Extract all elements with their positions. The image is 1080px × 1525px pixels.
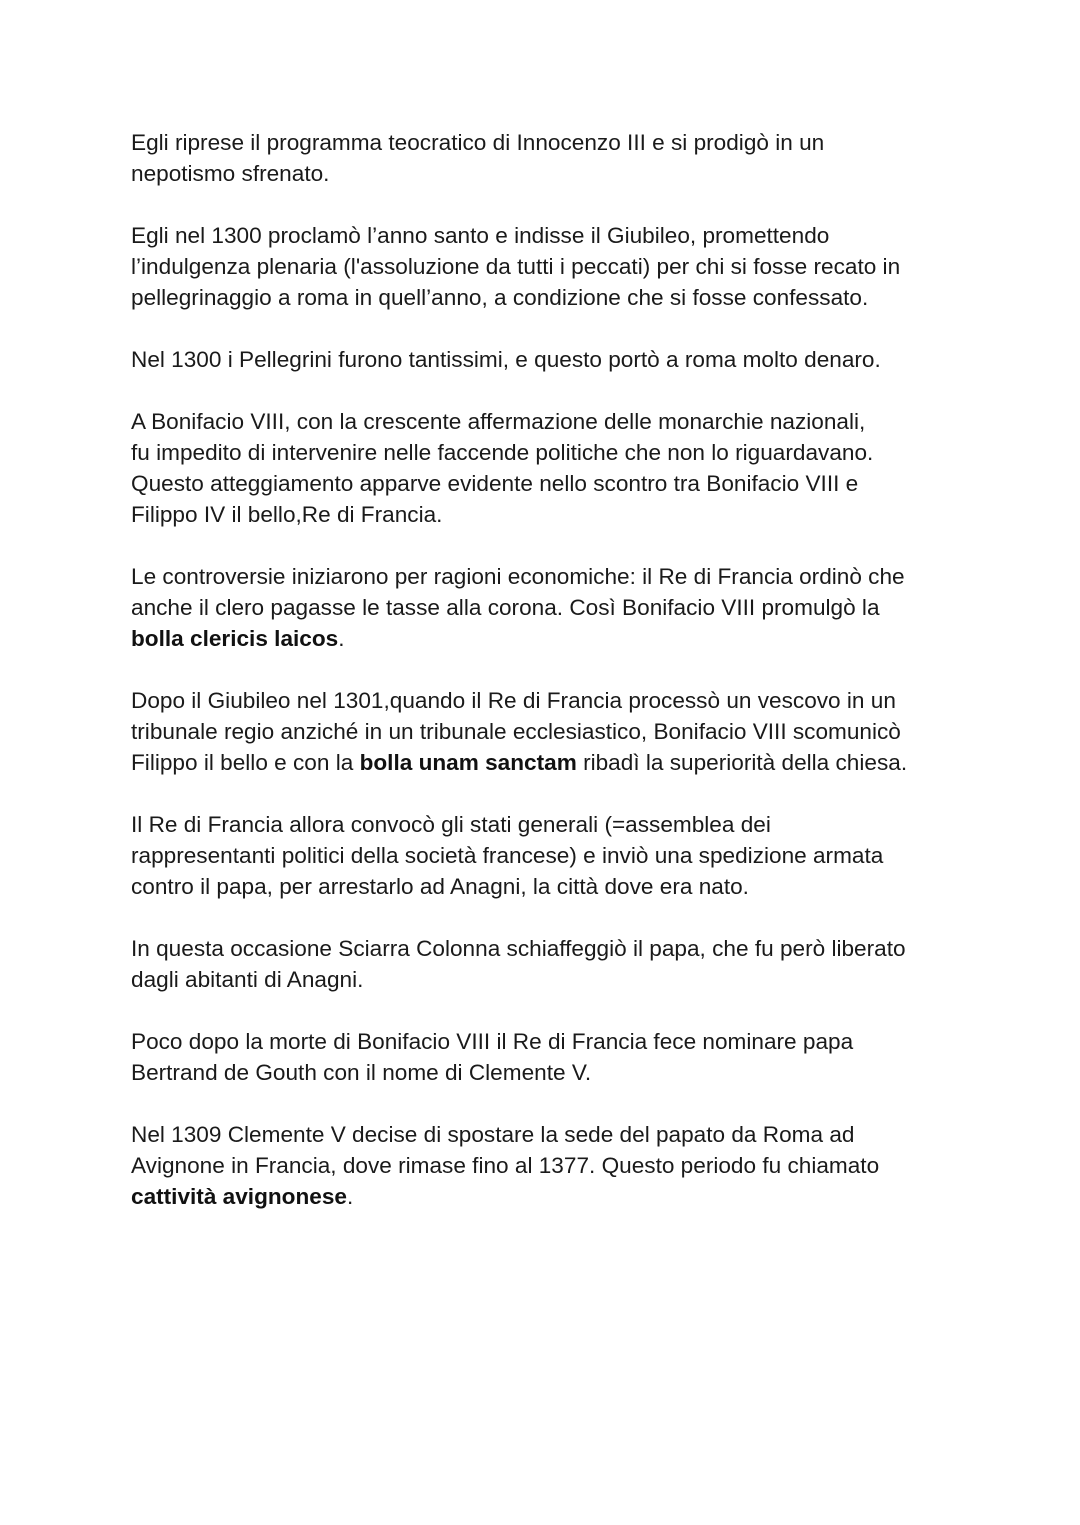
bold-term-cattivita-avignonese: cattività avignonese xyxy=(131,1184,347,1209)
paragraph-monarchie xyxy=(131,406,961,530)
text-line: Filippo IV il bello,Re di Francia. xyxy=(131,502,443,527)
paragraph-clericis-laicos xyxy=(131,561,961,654)
paragraph-teocratico xyxy=(131,127,961,189)
text-line: Le controversie iniziarono per ragioni economiche: il Re di Francia ordinò che xyxy=(131,564,905,589)
text-line xyxy=(131,1181,961,1212)
text-line: Il Re di Francia allora convocò gli stati generali (=assemblea dei xyxy=(131,812,771,837)
text-line: fu impedito di intervenire nelle faccende politiche che non lo riguardavano. xyxy=(131,440,874,465)
text-line: l’indulgenza plenaria (l'assoluzione da tutti i peccati) per chi si fosse recato in xyxy=(131,254,901,279)
bold-term-unam-sanctam: bolla unam sanctam xyxy=(359,750,577,775)
text-line: Bertrand de Gouth con il nome di Clemente V. xyxy=(131,1060,592,1085)
text-line: tribunale regio anziché in un tribunale ecclesiastico, Bonifacio VIII scomunicò xyxy=(131,719,901,744)
text-line: Dopo il Giubileo nel 1301,quando il Re di Francia processò un vescovo in un xyxy=(131,688,896,713)
text-line: Egli nel 1300 proclamò l’anno santo e indisse il Giubileo, promettendo xyxy=(131,223,830,248)
paragraph-clemente-v xyxy=(131,1026,961,1088)
text-line: dagli abitanti di Anagni. xyxy=(131,967,364,992)
paragraph-cattivita-avignonese xyxy=(131,1119,961,1212)
text-line: Questo atteggiamento apparve evidente nello scontro tra Bonifacio VIII e xyxy=(131,471,859,496)
sentence-end: . xyxy=(338,626,345,651)
text-line: Avignone in Francia, dove rimase fino al 1377. Questo periodo fu chiamato xyxy=(131,1153,880,1178)
text-line: Poco dopo la morte di Bonifacio VIII il Re di Francia fece nominare papa xyxy=(131,1029,854,1054)
text-line: Nel 1300 i Pellegrini furono tantissimi, e questo portò a roma molto denaro. xyxy=(131,347,881,372)
paragraph-stati-generali xyxy=(131,809,961,902)
text-line: anche il clero pagasse le tasse alla corona. Così Bonifacio VIII promulgò la xyxy=(131,595,880,620)
text-line xyxy=(131,747,961,778)
text-line: pellegrinaggio a roma in quell’anno, a condizione che si fosse confessato. xyxy=(131,285,869,310)
text-line: nepotismo sfrenato. xyxy=(131,161,330,186)
text-line: A Bonifacio VIII, con la crescente affermazione delle monarchie nazionali, xyxy=(131,409,866,434)
text-segment: Filippo il bello e con la xyxy=(131,750,360,775)
text-line: contro il papa, per arrestarlo ad Anagni, la città dove era nato. xyxy=(131,874,749,899)
text-line: In questa occasione Sciarra Colonna schiaffeggiò il papa, che fu però liberato xyxy=(131,936,906,961)
sentence-end: . xyxy=(346,1184,354,1209)
document-body xyxy=(131,127,961,1243)
text-line: Nel 1309 Clemente V decise di spostare la sede del papato da Roma ad xyxy=(131,1122,855,1147)
text-segment: ribadì la superiorità della chiesa. xyxy=(576,750,908,775)
text-line: rappresentanti politici della società francese) e inviò una spedizione armata xyxy=(131,843,884,868)
text-line xyxy=(131,623,961,654)
paragraph-giubileo xyxy=(131,220,961,313)
text-line: Egli riprese il programma teocratico di Innocenzo III e si prodigò in un xyxy=(131,130,825,155)
paragraph-pellegrini xyxy=(131,344,961,375)
paragraph-schiaffo-anagni xyxy=(131,933,961,995)
paragraph-unam-sanctam xyxy=(131,685,961,778)
bold-term-clericis-laicos: bolla clericis laicos xyxy=(131,626,339,651)
